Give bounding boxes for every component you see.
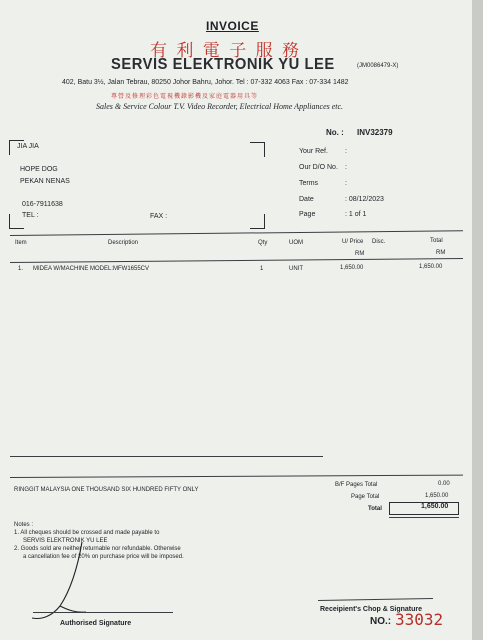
row-item-no: 1. — [18, 266, 24, 272]
authorised-signature-label: Authorised Signature — [60, 620, 132, 627]
company-services-chinese: 專營及修理彩色電視機錄影機及家庭電器用具等 — [111, 94, 259, 100]
row-qty: 1 — [260, 266, 264, 272]
notes-title: Notes : — [14, 522, 34, 528]
note-2: 2. Goods sold are neither returnable nor refundable. Otherwise — [14, 546, 181, 552]
header-unit-price-rm: RM — [355, 251, 365, 257]
date-label: Date — [299, 196, 314, 203]
company-address: 402, Batu 3½, Jalan Tebrau, 80250 Johor Bahru, Johor. Tel : 07-332 4063 Fax : 07-334 1482 — [62, 79, 349, 86]
company-chinese-name: 有 利 電 子 服 務 — [150, 41, 302, 61]
terms-label: Terms — [299, 180, 319, 187]
page-total-value: 1,650.00 — [425, 493, 449, 499]
header-uom: UOM — [289, 240, 303, 246]
summary-rule-left — [10, 456, 323, 457]
authorised-signature-line — [33, 612, 173, 613]
header-description: Description — [108, 240, 139, 246]
customer-tel-label: TEL : — [22, 212, 39, 219]
header-qty: Qty — [258, 240, 268, 246]
row-total: 1,650.00 — [419, 264, 443, 270]
header-total: Total — [430, 238, 443, 244]
recipient-signature-label: Receipient's Chop & Signature — [320, 606, 423, 613]
header-total-rm: RM — [436, 250, 446, 256]
your-ref-label: Your Ref. — [299, 148, 328, 155]
company-services: Sales & Service Colour T.V. Video Recorder, Electrical Home Appliances etc. — [96, 102, 344, 111]
bf-total-value: 0.00 — [438, 481, 450, 487]
our-do-value: : — [345, 164, 347, 171]
header-item: Item — [15, 240, 27, 246]
note-2-fee: a cancellation fee of 20% on purchase price will be imposed. — [23, 554, 184, 560]
page-value: : 1 of 1 — [345, 211, 367, 218]
customer-name: JIA JIA — [17, 143, 39, 150]
grand-total-underline — [389, 517, 459, 518]
invoice-title: INVOICE — [206, 19, 259, 33]
address-box-corner — [250, 142, 265, 157]
date-value: : 08/12/2023 — [345, 196, 384, 203]
customer-address-line2: PEKAN NENAS — [20, 178, 70, 185]
your-ref-value: : — [345, 148, 347, 155]
terms-value: : — [345, 180, 347, 187]
invoice-no-value: INV32379 — [357, 128, 393, 137]
header-unit-price: U/ Price — [342, 239, 364, 245]
serial-no-value: 33032 — [395, 610, 444, 629]
row-unit-price: 1,650.00 — [340, 265, 364, 271]
page-total-label: Page Total — [351, 494, 380, 500]
note-1-payee: SERVIS ELEKTRONIK YU LEE — [23, 538, 108, 544]
address-box-corner — [250, 214, 265, 229]
bf-total-label: B/F Pages Total — [335, 482, 378, 488]
company-name: SERVIS ELEKTRONIK YU LEE — [111, 56, 335, 73]
background-edge — [472, 0, 483, 640]
amount-in-words: RINGGIT MALAYSIA ONE THOUSAND SIX HUNDRED FIFTY ONLY — [14, 487, 199, 493]
header-disc: Disc. — [372, 239, 386, 245]
grand-total-value: 1,650.00 — [421, 503, 449, 510]
customer-address-line1: HOPE DOG — [20, 166, 58, 173]
grand-total-label: Total — [368, 506, 382, 512]
our-do-label: Our D/O No. — [299, 164, 338, 171]
page-label: Page — [299, 211, 316, 218]
company-reg-no: (JM0086479-X) — [357, 63, 399, 69]
note-1: 1. All cheques should be crossed and made payable to — [14, 530, 160, 536]
invoice-no-label: No. : — [326, 128, 344, 137]
row-description: MIDEA W/MACHINE MODEL:MFW1655CV — [33, 266, 150, 272]
customer-phone: 016-7911638 — [22, 201, 63, 208]
serial-no-label: NO.: — [370, 616, 392, 627]
customer-fax-label: FAX : — [150, 213, 168, 220]
row-uom: UNIT — [289, 266, 303, 272]
